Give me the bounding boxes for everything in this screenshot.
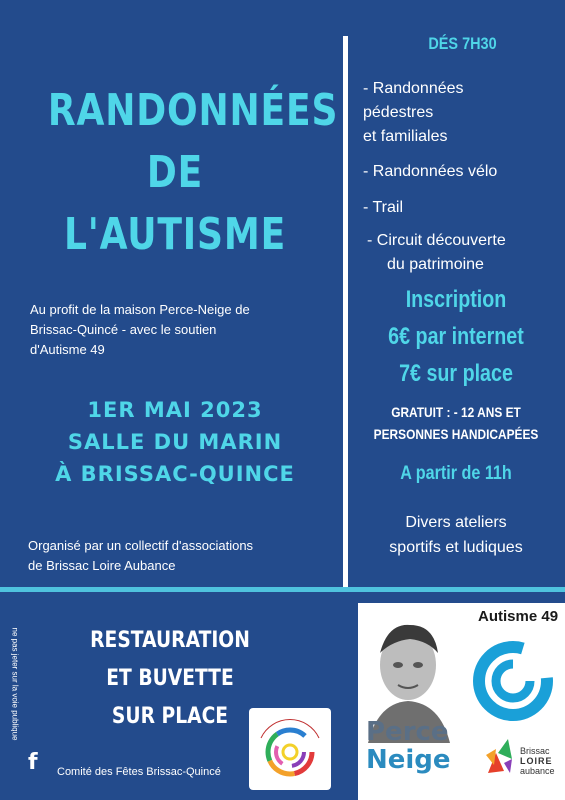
brissac-line-1: Brissac — [520, 746, 550, 756]
inscription-label: Inscription — [405, 286, 507, 313]
comite-logo — [249, 708, 331, 790]
free-line-2: PERSONNES HANDICAPÉES — [373, 426, 539, 442]
perce-neige-line-2: Neige — [366, 745, 451, 775]
start-time: DÉS 7H30 — [428, 34, 497, 53]
organiser-line-2: de Brissac Loire Aubance — [28, 558, 176, 573]
event-date: 1ER MAI 2023 — [87, 398, 263, 422]
activity-bike: - Randonnées vélo — [363, 163, 498, 180]
event-venue: SALLE DU MARIN — [67, 430, 283, 454]
comite-logo-graphic — [249, 708, 331, 790]
price-on-site: 7€ sur place — [399, 360, 513, 387]
activity-walks-line-3: et familiales — [363, 128, 448, 145]
activity-heritage-line-2: du patrimoine — [387, 256, 484, 273]
brissac-line-3: aubance — [520, 766, 555, 776]
title-line-3: L'AUTISME — [63, 209, 287, 260]
title-line-2: DE — [146, 147, 204, 198]
autisme49-logo: Autisme 49 — [478, 608, 559, 625]
profit-line-2: Brissac-Quincé - avec le soutien — [30, 322, 217, 337]
brissac-line-2: LOIRE — [520, 756, 553, 766]
activity-walks-line-2: pédestres — [363, 104, 434, 121]
horizontal-divider — [0, 587, 565, 592]
beneficiary-text — [30, 300, 330, 360]
activity-walks — [363, 77, 563, 149]
price-internet: 6€ par internet — [388, 323, 524, 350]
activity-heritage — [367, 229, 565, 277]
profit-line-1: Au profit de la maison Perce-Neige de — [30, 302, 250, 317]
profit-line-3: d'Autisme 49 — [30, 342, 105, 357]
title-line-1: RANDONNÉES — [47, 85, 339, 136]
event-city: À BRISSAC-QUINCE — [55, 462, 295, 486]
catering-text — [60, 622, 281, 736]
workshops-text — [350, 510, 562, 560]
activity-trail: - Trail — [363, 199, 403, 216]
catering-line-2: ET BUVETTE — [106, 666, 234, 691]
organiser-text — [28, 536, 328, 576]
facebook-icon[interactable]: f — [28, 750, 38, 775]
vertical-divider — [343, 36, 348, 592]
event-info — [10, 394, 340, 490]
workshops-line-2: sportifs et ludiques — [389, 539, 523, 556]
workshops-line-1: Divers ateliers — [405, 514, 507, 531]
perce-neige-logo — [366, 718, 451, 774]
activity-heritage-line-1: - Circuit découverte — [367, 232, 506, 249]
activity-walks-line-1: - Randonnées — [363, 80, 464, 97]
disposal-note-text: ne pas jeter sur la voie publique — [10, 627, 20, 741]
perce-neige-line-1: Perce — [366, 717, 449, 747]
catering-line-3: SUR PLACE — [111, 704, 229, 729]
brissac-logo — [520, 746, 555, 776]
catering-line-1: RESTAURATION — [90, 628, 250, 653]
poster-title — [47, 80, 339, 266]
disposal-note — [0, 627, 20, 780]
facebook-page-label[interactable]: Comité des Fêtes Brissac-Quincé — [57, 766, 221, 778]
free-line-1: GRATUIT : - 12 ANS ET — [391, 404, 521, 420]
free-entry-note — [366, 401, 546, 445]
from-time: A partir de 11h — [400, 463, 512, 484]
organiser-line-1: Organisé par un collectif d'associations — [28, 538, 254, 553]
